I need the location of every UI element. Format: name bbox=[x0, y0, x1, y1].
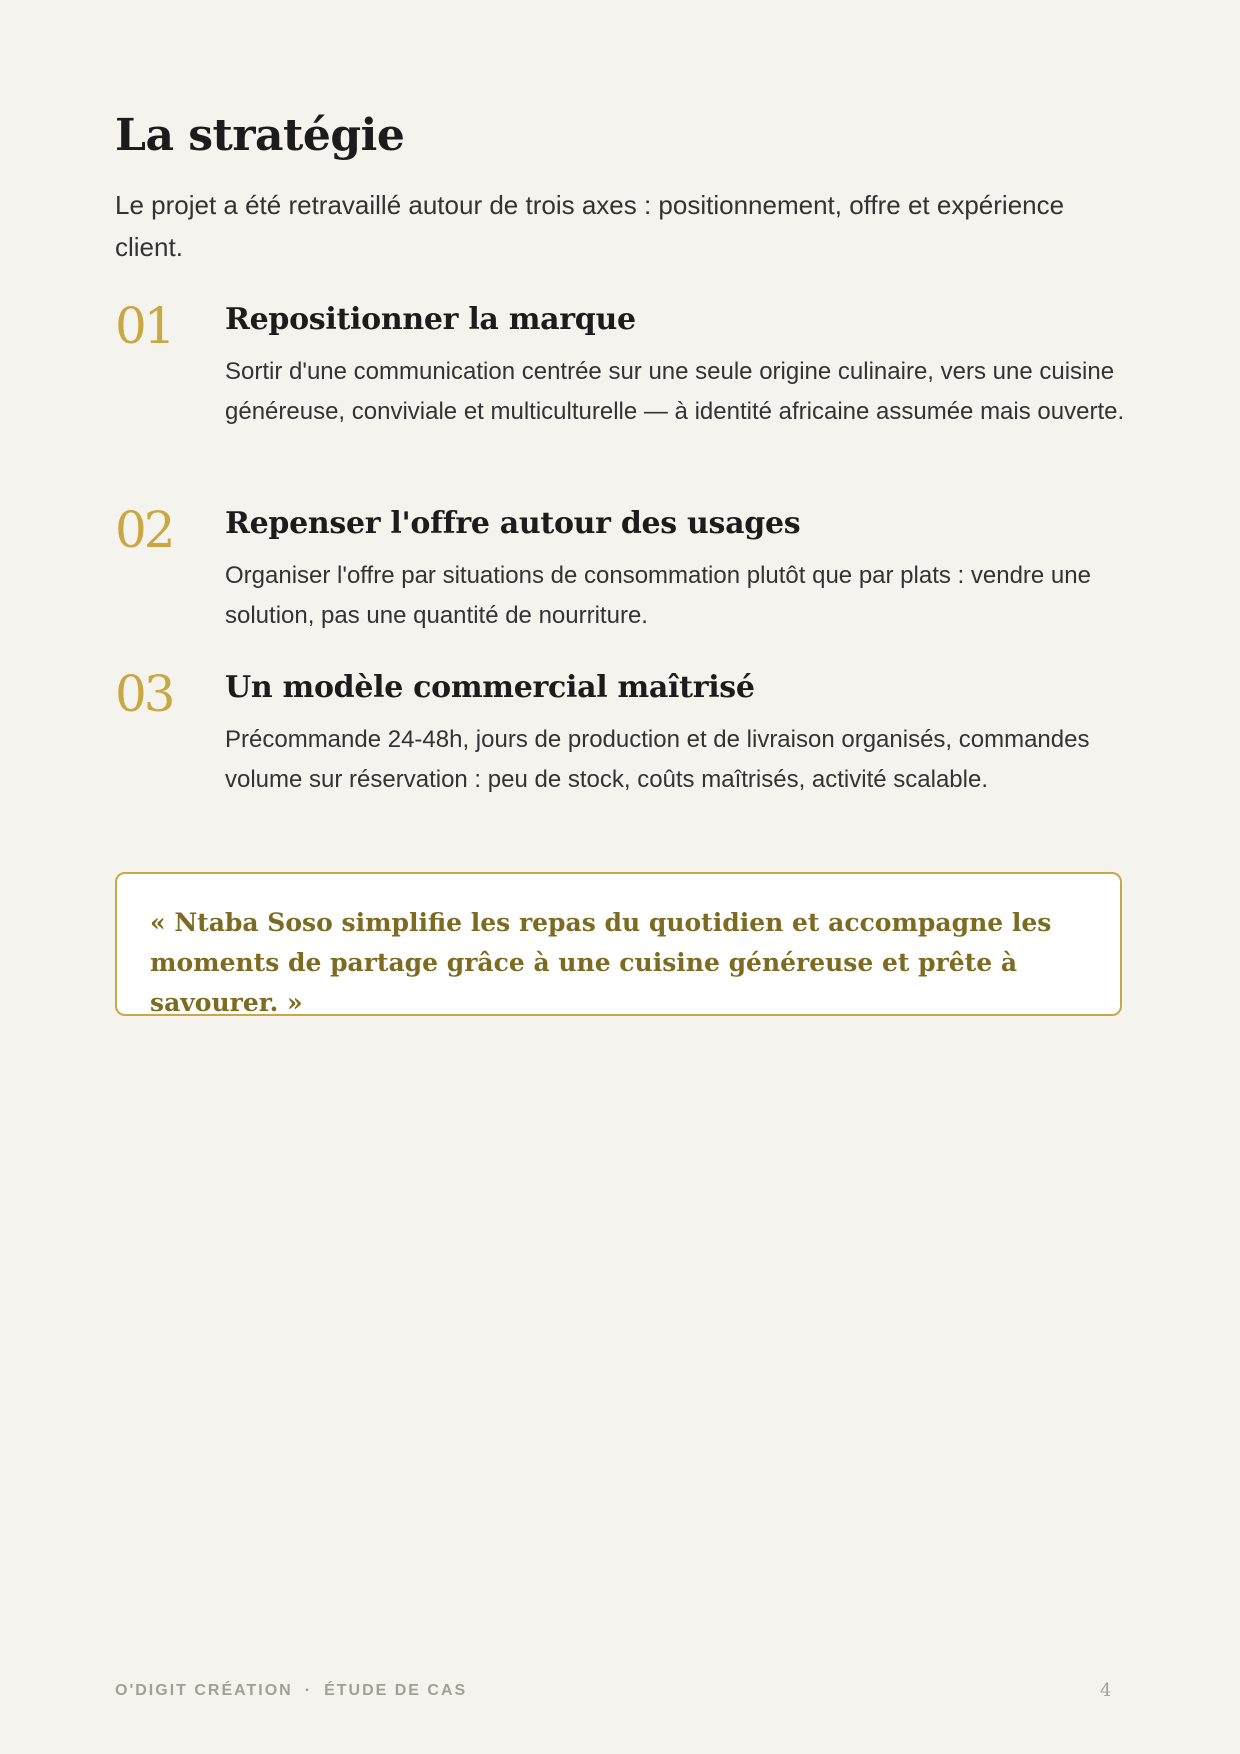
axis-title: Repenser l'offre autour des usages bbox=[225, 506, 801, 541]
footer-separator: · bbox=[304, 1682, 313, 1699]
axis-description: Précommande 24-48h, jours de production et de livraison organisés, commandes volume sur réservation : peu de stock, coûts maîtrisés, activité scalable. bbox=[225, 726, 1090, 793]
axis-number: 02 bbox=[115, 501, 173, 559]
axis-number: 01 bbox=[115, 297, 173, 355]
axis-title: Repositionner la marque bbox=[225, 302, 636, 337]
axis-description: Sortir d'une communication centrée sur une seule origine culinaire, vers une cuisine généreuse, conviviale et multiculturelle — à identité africaine assumée mais ouverte. bbox=[225, 358, 1125, 425]
quote-box bbox=[115, 872, 1122, 1016]
page-number: 4 bbox=[1100, 1680, 1112, 1701]
axis-title: Un modèle commercial maîtrisé bbox=[225, 670, 755, 705]
footer-section: ÉTUDE DE CAS bbox=[324, 1682, 468, 1699]
axis-description: Organiser l'offre par situations de consommation plutôt que par plats : vendre une solution, pas une quantité de nourriture. bbox=[225, 562, 1091, 629]
axis-number: 03 bbox=[115, 665, 173, 723]
page-title: La stratégie bbox=[115, 110, 405, 161]
intro-paragraph: Le projet a été retravaillé autour de trois axes : positionnement, offre et expérience client. bbox=[115, 190, 1065, 262]
footer-brand: O'DIGIT CRÉATION bbox=[115, 1682, 293, 1699]
footer-brand-line bbox=[115, 1682, 467, 1700]
quote-text: « Ntaba Soso simplifie les repas du quotidien et accompagne les moments de partage grâce à une cuisine généreuse et prête à savourer. » bbox=[150, 908, 1052, 1017]
